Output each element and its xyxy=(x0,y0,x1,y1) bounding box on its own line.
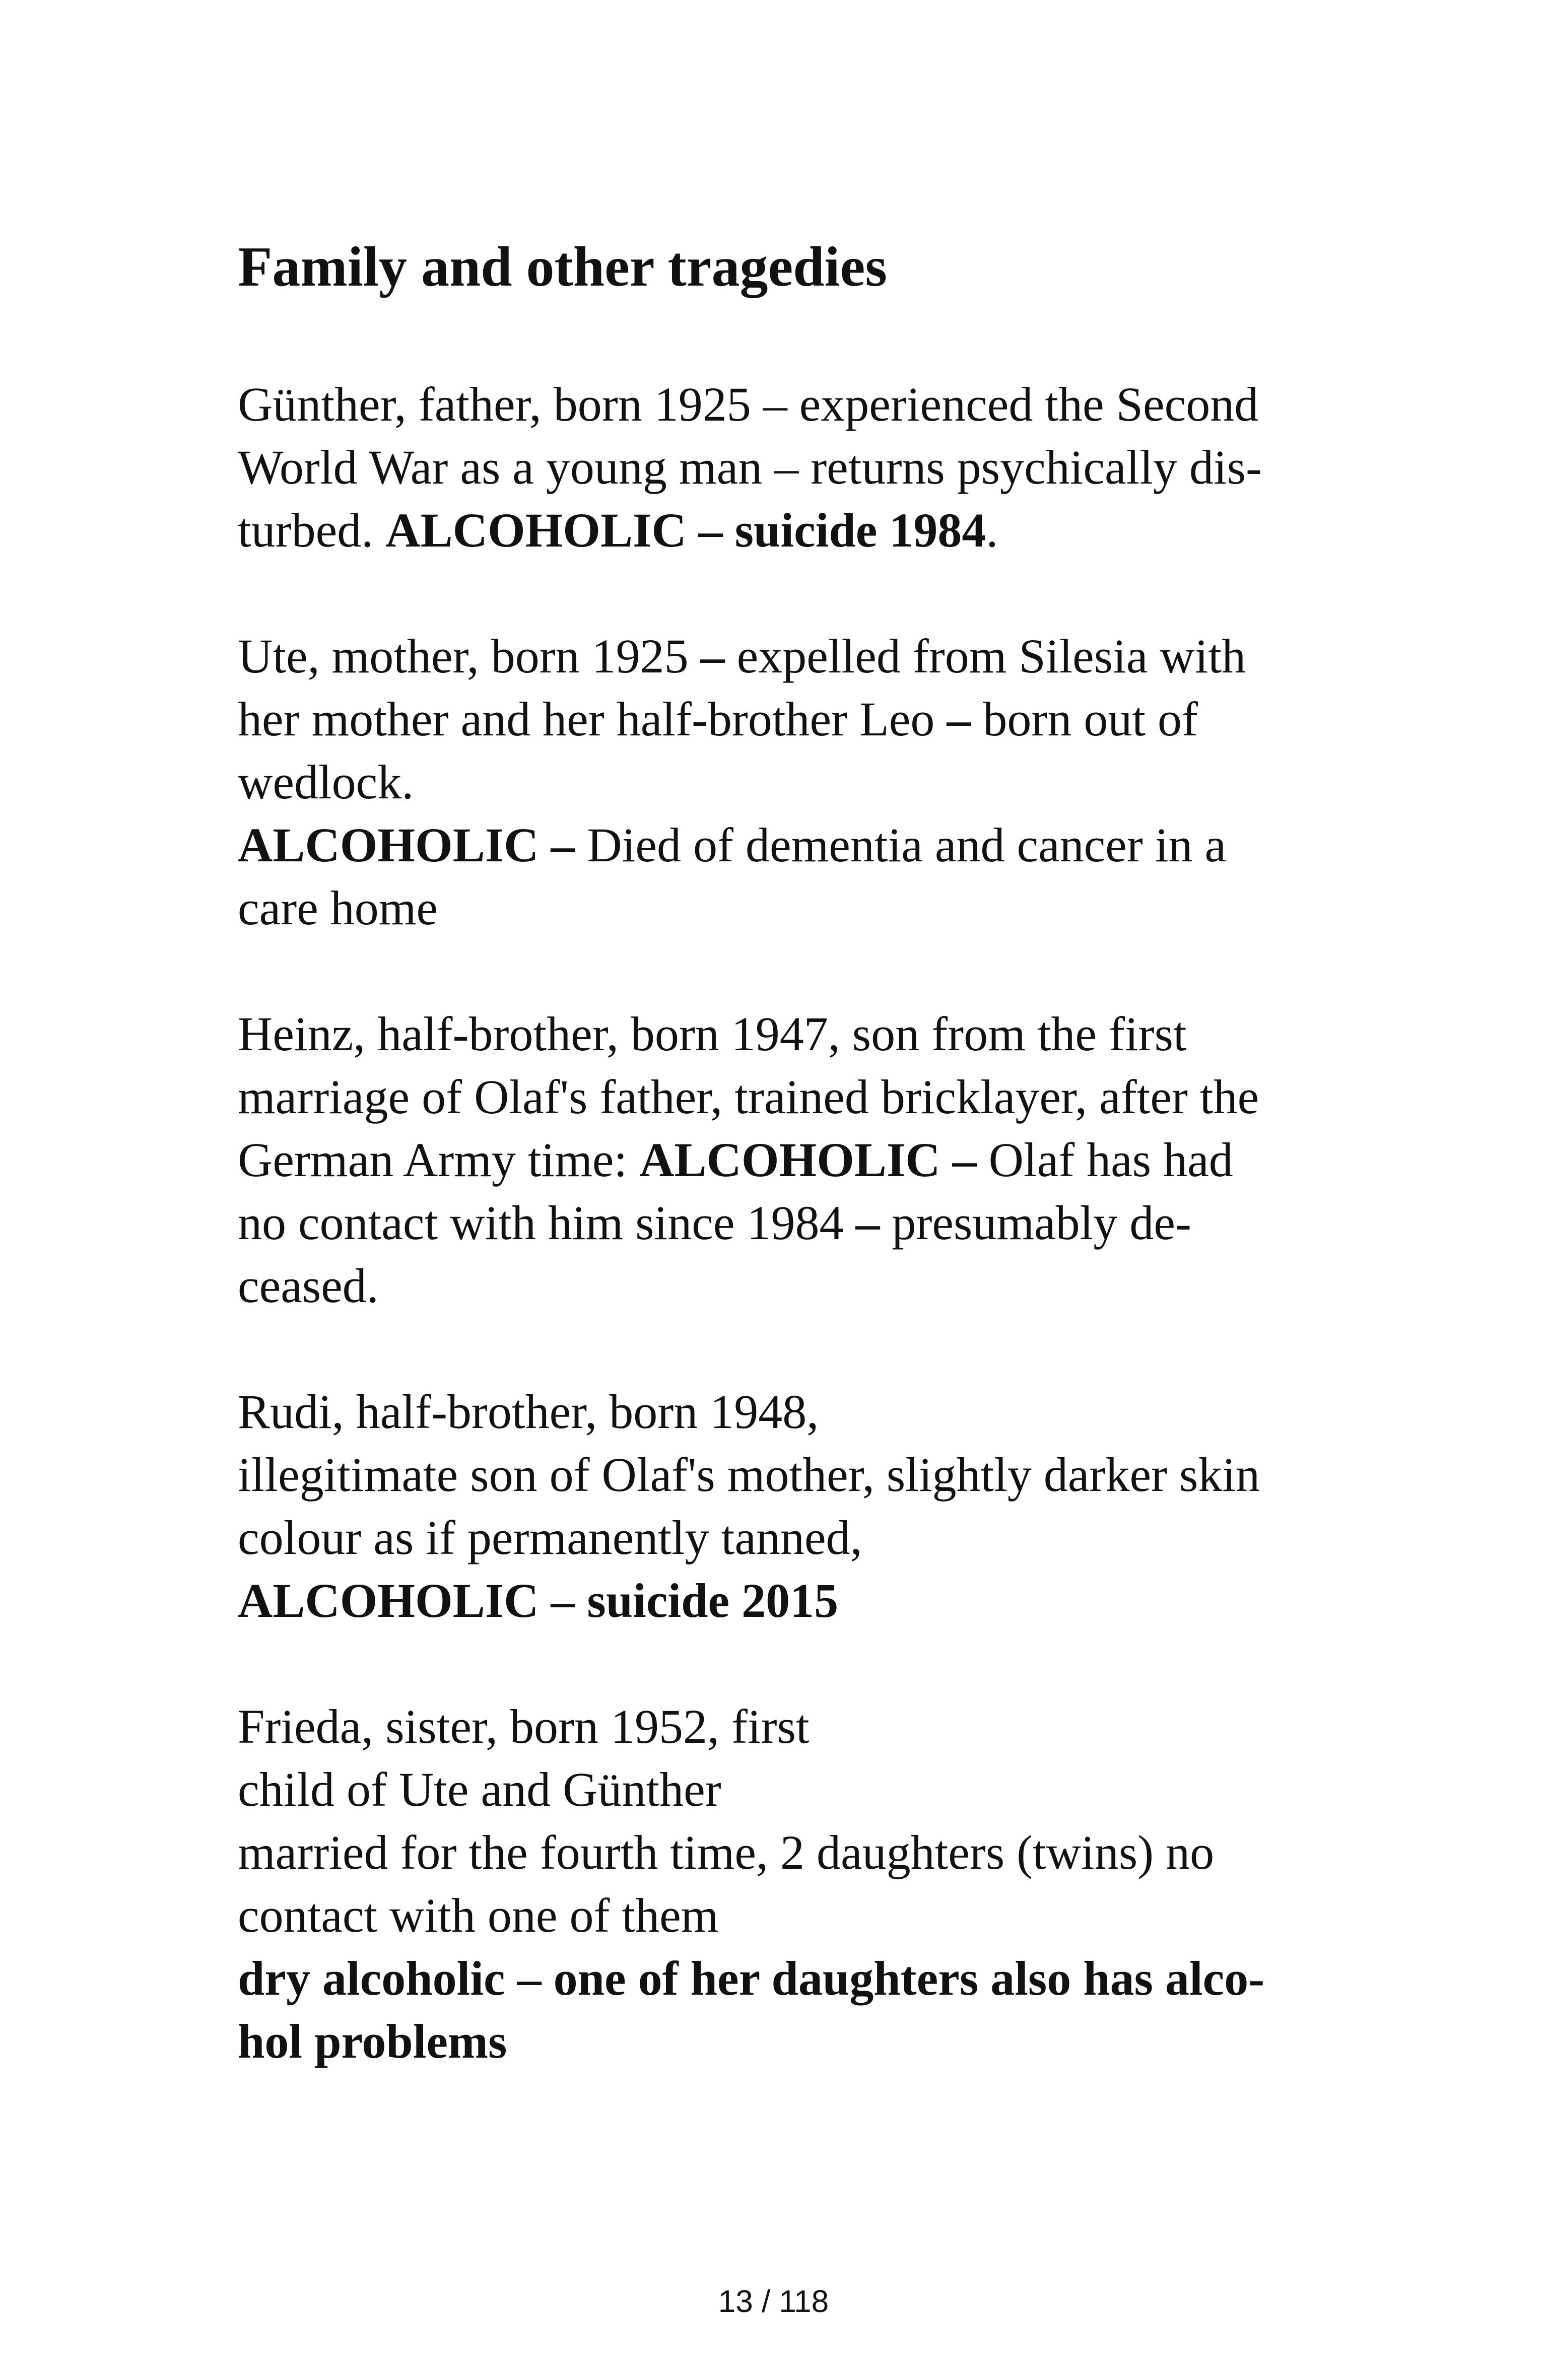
text-line xyxy=(238,1758,1316,1821)
bold-text: ALCOHOLIC – suicide 1984 xyxy=(385,503,986,557)
text-segment: Rudi, half-brother, born 1948, xyxy=(238,1385,819,1439)
bold-text: – xyxy=(855,1196,880,1250)
text-segment: no contact with him since 1984 xyxy=(238,1196,856,1250)
text-segment: presumably de- xyxy=(880,1196,1191,1250)
text-segment: . xyxy=(986,503,998,557)
text-line xyxy=(238,1821,1316,1884)
text-segment: ceased. xyxy=(238,1259,379,1313)
text-segment: Died of dementia and cancer in a xyxy=(575,818,1227,872)
text-segment: turbed. xyxy=(238,503,386,557)
text-segment: colour as if permanently tanned, xyxy=(238,1511,862,1565)
text-segment: World War as a young man – returns psychically dis- xyxy=(238,440,1262,494)
text-line xyxy=(238,1065,1316,1128)
text-line xyxy=(238,1128,1316,1191)
bold-text: ALCOHOLIC – xyxy=(238,818,575,872)
paragraph xyxy=(238,1695,1316,2073)
text-segment: German Army time: xyxy=(238,1133,640,1187)
text-segment: Ute, mother, born 1925 xyxy=(238,629,701,683)
bold-text: hol problems xyxy=(238,2014,507,2068)
page-title: Family and other tragedies xyxy=(238,236,887,298)
text-segment: care home xyxy=(238,881,438,935)
text-line xyxy=(238,625,1316,688)
paragraph xyxy=(238,625,1316,939)
text-line xyxy=(238,1884,1316,1947)
text-segment: Olaf has had xyxy=(976,1133,1233,1187)
paragraph xyxy=(238,373,1316,562)
text-segment: child of Ute and Günther xyxy=(238,1762,721,1816)
text-line xyxy=(238,436,1316,499)
text-line xyxy=(238,1947,1316,2010)
text-segment: Heinz, half-brother, born 1947, son from the first xyxy=(238,1007,1187,1061)
bold-text: ALCOHOLIC – suicide 2015 xyxy=(238,1574,839,1627)
text-line xyxy=(238,1569,1316,1632)
paragraph xyxy=(238,1380,1316,1632)
paragraph-list xyxy=(238,373,1316,2073)
text-segment: illegitimate son of Olaf's mother, slightly darker skin xyxy=(238,1448,1260,1502)
text-line xyxy=(238,1506,1316,1569)
text-segment: married for the fourth time, 2 daughters (twins) no xyxy=(238,1825,1215,1879)
bold-text: ALCOHOLIC – xyxy=(639,1133,977,1187)
text-segment: Günther, father, born 1925 – experienced the Second xyxy=(238,377,1259,431)
text-segment: marriage of Olaf's father, trained bricklayer, after the xyxy=(238,1070,1259,1124)
text-line xyxy=(238,373,1316,436)
page-content xyxy=(238,232,1316,2136)
bold-text: – xyxy=(947,692,971,746)
text-line xyxy=(238,813,1316,876)
text-line xyxy=(238,1191,1316,1254)
bold-text: dry alcoholic – one of her daughters also has alco- xyxy=(238,1951,1265,2005)
bold-text: – xyxy=(700,629,725,683)
text-line xyxy=(238,2010,1316,2073)
text-line xyxy=(238,876,1316,939)
text-line xyxy=(238,499,1316,562)
text-line xyxy=(238,1254,1316,1317)
text-segment: Frieda, sister, born 1952, first xyxy=(238,1699,810,1753)
text-line xyxy=(238,1380,1316,1443)
text-line xyxy=(238,1002,1316,1065)
text-line xyxy=(238,751,1316,813)
text-line xyxy=(238,1695,1316,1758)
text-segment: born out of xyxy=(971,692,1198,746)
text-segment: contact with one of them xyxy=(238,1888,719,1942)
text-line xyxy=(238,1443,1316,1506)
text-segment: wedlock. xyxy=(238,755,414,809)
text-line xyxy=(238,688,1316,751)
text-segment: expelled from Silesia with xyxy=(724,629,1246,683)
text-segment: her mother and her half-brother Leo xyxy=(238,692,947,746)
page-number: 13 / 118 xyxy=(718,2284,829,2319)
paragraph xyxy=(238,1002,1316,1317)
